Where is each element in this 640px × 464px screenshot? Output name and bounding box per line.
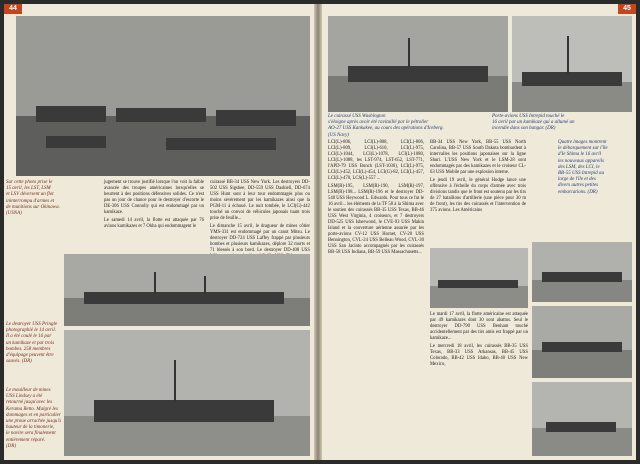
page-number-right: 45 bbox=[618, 4, 636, 14]
right-page bbox=[322, 4, 636, 460]
photo-destroyer-pringle bbox=[64, 254, 310, 326]
caption-washington: Le cuirassé USS Washington s'éloigne après avoir été ravitaillé par le pétrolier AO-27 USS Kankakee, au cours des opérations d'Iceberg. (US Navy) bbox=[328, 114, 444, 138]
left-text-col1: jugement se trouve justifié lorsque l'on voit la faible avancée des troupes américaines lorsqu'elles se heurtent à des positions défensives solides. Ce n'est pas un jour de chance pour le destroyer d'escorte le DE-306 USS Connolly qui est endommagé par un kamikaze. Le samedi 14 avril, la flotte est attaquée par 76 avions kamikazes et 7 Okha qui endommagent le bbox=[104, 180, 204, 229]
right-text-col3: Le mardi 17 avril, la flotte américaine est attaquée par 49 kamikazes dont 30 sont abattus. Seul le destroyer DD-790 USS Benham touché accidentellement par des tirs amis est frappé par un kamikaze... Le mercredi 18 avril, les cuirassés BB-35 USS Texas, BB-33 USS Arkansas, BB-45 USS Colorado, BB-42 USS Idaho, BB-40 USS New Mexico, bbox=[430, 312, 528, 367]
left-page bbox=[4, 4, 314, 460]
caption-destroyer-pringle: Le destroyer USS Pringle photographié le 14 avril. Il a été coulé le 16 par un kamikaze et par trois bombes. 258 membres d'équipage peuvent être sauvés. (DR) bbox=[6, 322, 58, 365]
right-text-col2: BB-34 USS New York, BB-55 USS North Carolina, BB-57 USS South Dakota bombardent à intervalles les positions japonaises sur la ligne Shuri. L'USS New York et le LSM-28 sont endommagés par des kamikazes et le croiseur CL-63 USS Mobile par une explosion interne. Le jeudi 19 avril, le général Hodge lance une offensive à l'échelle du corps d'armée avec trois divisions tandis que le front est soutenu par les tirs de 27 bataillons d'artillerie (une pièce pour 30 m de front), les tirs des cuirassés et l'intervention de 375 avions. Les Américains bbox=[430, 140, 526, 213]
right-text-col1: LCI(L)-806, LCI(L)-808, LCI(L)-806, LCI(L)-809, LCI(L)-610, LCI(L)-975, LCI(L)-1044, LCI(L)-1078, LCI(L)-1080, LCI(L)-1088, les LST-974, LST-652, LST-771, l'APD-79 USS Bunch (LST-1036), LCI(L)-975, LCI(L)-452, LCI(L)-454, LCI(G)-82, LCI(L)-457, LCI(L)-470, LCS(L)-557 ... LSM(R)-195, LSM(R)-190, LSM(R)-197, LSM(R)-198... LSM(R)-196 et le destroyer DD-540 USS Heywood L. Edwards. Pour tous ce fut le 16 avril... les éléments de la TF 58 à la Shima avec le soutien des cuirassés BB-35 USS Texas, BB-46 USS West Virginia, 4 croiseurs, et 7 destroyers DD-525 USS Isherwood, le CVE-93 USS Makin Island et la couverture aérienne assurée par les porte-avions CV-12 USS Hornet, CV-20 USS Bennington, CVL-24 USS Belleau Wood, CVL-30 USS San Jacinto accompagnés par les cuirassés BB-58 USS Indiana, BB-59 USS Massachusetts... bbox=[328, 140, 424, 255]
caption-reinforcements: Quatre images montrent le débarquement sur l'île d'Ie Shima le 16 avril les nouveaux appareils des LSM, des LCI, le BB-55 USS Intrepid au large de l'île et des divers autres petites embarcations. (DR) bbox=[558, 140, 608, 195]
photo-landing-1 bbox=[430, 248, 528, 308]
photo-kamikaze-hit bbox=[512, 16, 632, 112]
caption-kamikaze-hit: Porte-avions USS Intrepid touché le 16 avril par un kamikaze qui a allumé un incendie dans son hangar. (DR) bbox=[492, 114, 575, 132]
photo-landing-2 bbox=[532, 242, 632, 302]
caption-minelayer-lindsey: Le mouilleur de mines USS Lindsey a été retourné jusqu'avec les Kerama Retto. Malgré les dommages et en particulier une proue arrachée jusqu'à hauteur de la timonerie, le navire sera finalement entièrement réparé. (DR) bbox=[6, 388, 61, 449]
photo-minelayer-lindsey bbox=[64, 330, 310, 456]
photo-washington bbox=[328, 16, 508, 112]
page-number-left: 44 bbox=[4, 4, 22, 14]
caption-okinawa-landing: Sur cette photo prise le 15 avril, les LST, LSM et LSV déversent un flot ininterrompu d'armes et de munitions sur Okinawa. (USNA) bbox=[6, 180, 60, 217]
photo-landing-4 bbox=[532, 382, 632, 456]
photo-okinawa-landing bbox=[16, 16, 310, 176]
photo-landing-3 bbox=[532, 306, 632, 378]
left-text-col2: cuirassé BB-34 USS New York. Les destroyers DD-502 USS Sigsbee, DD-559 USS Dashiell, DD-674 USS Hunt sont à leur tour endommagés plus ou moins sévèrement par les kamikazes ainsi que la PGM-11 à échoué. Le nuit tombée, le LCI(G)-442 touché un convoi de véhicules japonais tuant trois prise de feuille... Le dimanche 15 avril, le dragueur de mines côtier YMS-331 est endommagé par un canot Mitsu. Le destroyer DD-724 USS Laffey frappé par plusieurs bombes et plusieurs kamikazes, déplore 32 morts et 71 blessés à son bord. Le destroyer DD-408 USS bbox=[210, 180, 310, 253]
spine-gutter bbox=[314, 4, 322, 460]
